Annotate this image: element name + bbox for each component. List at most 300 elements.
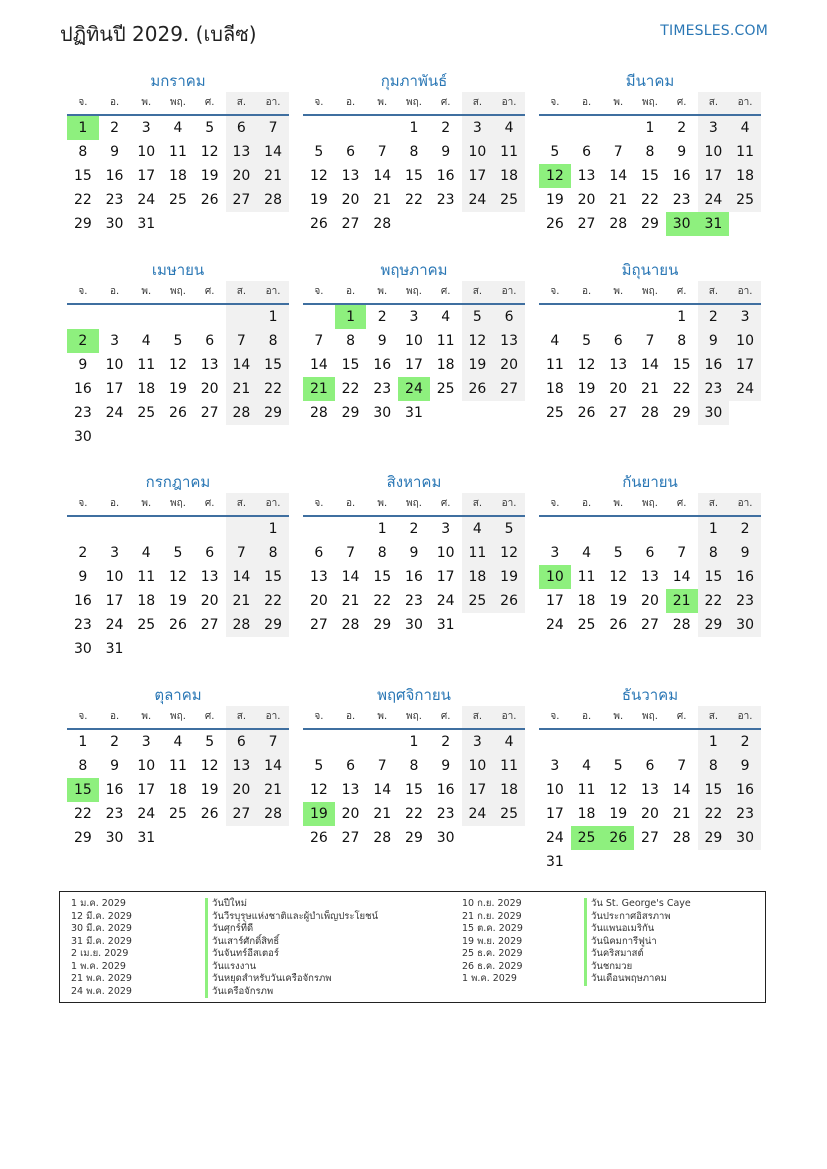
day-cell[interactable]: 23: [436, 806, 455, 822]
day-cell[interactable]: 28: [309, 405, 328, 421]
day-cell[interactable]: 6: [346, 144, 356, 160]
day-cell[interactable]: 11: [436, 333, 455, 349]
day-cell[interactable]: 22: [373, 593, 392, 609]
day-cell[interactable]: 31: [545, 854, 564, 870]
day-cell[interactable]: 19: [577, 381, 596, 397]
day-cell[interactable]: 28: [672, 617, 691, 633]
day-cell[interactable]: 26: [577, 405, 596, 421]
day-cell[interactable]: 27: [309, 617, 328, 633]
day-cell[interactable]: 10: [137, 144, 156, 160]
day-cell[interactable]: 10: [405, 333, 423, 349]
day-cell[interactable]: 21: [641, 381, 659, 397]
day-cell[interactable]: 9: [409, 545, 419, 561]
day-cell[interactable]: 27: [641, 617, 659, 633]
day-cell[interactable]: 8: [698, 754, 730, 778]
day-cell[interactable]: 31: [105, 641, 124, 657]
day-cell[interactable]: 3: [462, 116, 494, 140]
day-cell[interactable]: 1: [409, 120, 419, 136]
day-cell[interactable]: 16: [729, 565, 761, 589]
day-cell[interactable]: 28: [257, 188, 289, 212]
holiday-day-cell[interactable]: 26: [602, 826, 634, 850]
day-cell[interactable]: 3: [550, 545, 560, 561]
day-cell[interactable]: 4: [729, 116, 761, 140]
day-cell[interactable]: 28: [609, 216, 628, 232]
day-cell[interactable]: 4: [550, 333, 560, 349]
day-cell[interactable]: 16: [73, 381, 92, 397]
day-cell[interactable]: 25: [577, 617, 596, 633]
day-cell[interactable]: 11: [493, 754, 525, 778]
day-cell[interactable]: 2: [441, 734, 451, 750]
day-cell[interactable]: 21: [226, 589, 258, 613]
day-cell[interactable]: 10: [545, 782, 564, 798]
brand-link[interactable]: TIMESLES.COM: [660, 23, 768, 39]
day-cell[interactable]: 11: [137, 569, 156, 585]
day-cell[interactable]: 8: [377, 545, 387, 561]
holiday-day-cell[interactable]: 30: [666, 212, 698, 236]
day-cell[interactable]: 18: [169, 782, 187, 798]
day-cell[interactable]: 28: [226, 401, 258, 425]
day-cell[interactable]: 22: [257, 589, 289, 613]
day-cell[interactable]: 1: [698, 730, 730, 754]
day-cell[interactable]: 28: [257, 802, 289, 826]
day-cell[interactable]: 13: [309, 569, 328, 585]
day-cell[interactable]: 10: [462, 754, 494, 778]
day-cell[interactable]: 30: [436, 830, 455, 846]
day-cell[interactable]: 2: [729, 730, 761, 754]
day-cell[interactable]: 14: [309, 357, 328, 373]
day-cell[interactable]: 18: [577, 806, 596, 822]
day-cell[interactable]: 14: [257, 140, 289, 164]
day-cell[interactable]: 9: [78, 357, 88, 373]
day-cell[interactable]: 8: [257, 329, 289, 353]
day-cell[interactable]: 13: [609, 357, 628, 373]
day-cell[interactable]: 22: [698, 802, 730, 826]
day-cell[interactable]: 23: [729, 589, 761, 613]
day-cell[interactable]: 12: [200, 144, 219, 160]
day-cell[interactable]: 21: [226, 377, 258, 401]
day-cell[interactable]: 3: [729, 305, 761, 329]
day-cell[interactable]: 13: [200, 569, 219, 585]
day-cell[interactable]: 9: [729, 541, 761, 565]
day-cell[interactable]: 8: [78, 144, 88, 160]
day-cell[interactable]: 19: [200, 782, 219, 798]
day-cell[interactable]: 8: [698, 541, 730, 565]
day-cell[interactable]: 10: [105, 357, 124, 373]
day-cell[interactable]: 30: [405, 617, 423, 633]
day-cell[interactable]: 15: [257, 353, 289, 377]
day-cell[interactable]: 5: [205, 120, 215, 136]
day-cell[interactable]: 23: [73, 405, 92, 421]
day-cell[interactable]: 15: [373, 569, 392, 585]
day-cell[interactable]: 14: [609, 168, 628, 184]
day-cell[interactable]: 27: [200, 405, 219, 421]
day-cell[interactable]: 29: [373, 617, 392, 633]
day-cell[interactable]: 1: [377, 521, 387, 537]
day-cell[interactable]: 1: [78, 734, 88, 750]
day-cell[interactable]: 16: [405, 569, 423, 585]
day-cell[interactable]: 30: [105, 216, 124, 232]
day-cell[interactable]: 4: [493, 730, 525, 754]
day-cell[interactable]: 13: [641, 569, 659, 585]
day-cell[interactable]: 21: [609, 192, 628, 208]
day-cell[interactable]: 9: [110, 758, 120, 774]
day-cell[interactable]: 17: [137, 168, 156, 184]
day-cell[interactable]: 25: [169, 192, 187, 208]
day-cell[interactable]: 4: [493, 116, 525, 140]
day-cell[interactable]: 4: [173, 120, 183, 136]
day-cell[interactable]: 9: [441, 144, 451, 160]
day-cell[interactable]: 30: [73, 429, 92, 445]
day-cell[interactable]: 15: [641, 168, 659, 184]
day-cell[interactable]: 14: [373, 782, 392, 798]
day-cell[interactable]: 23: [73, 617, 92, 633]
day-cell[interactable]: 12: [462, 329, 494, 353]
day-cell[interactable]: 25: [493, 188, 525, 212]
day-cell[interactable]: 24: [545, 830, 564, 846]
day-cell[interactable]: 16: [698, 353, 730, 377]
day-cell[interactable]: 6: [226, 730, 258, 754]
day-cell[interactable]: 4: [582, 545, 592, 561]
day-cell[interactable]: 17: [405, 357, 423, 373]
day-cell[interactable]: 11: [137, 357, 156, 373]
day-cell[interactable]: 14: [672, 782, 691, 798]
holiday-day-cell[interactable]: 25: [571, 826, 603, 850]
day-cell[interactable]: 30: [73, 641, 92, 657]
day-cell[interactable]: 28: [226, 613, 258, 637]
day-cell[interactable]: 26: [609, 617, 628, 633]
day-cell[interactable]: 7: [346, 545, 356, 561]
day-cell[interactable]: 5: [462, 305, 494, 329]
day-cell[interactable]: 4: [173, 734, 183, 750]
day-cell[interactable]: 8: [78, 758, 88, 774]
day-cell[interactable]: 22: [698, 589, 730, 613]
day-cell[interactable]: 31: [436, 617, 455, 633]
day-cell[interactable]: 14: [341, 569, 360, 585]
day-cell[interactable]: 8: [409, 144, 419, 160]
day-cell[interactable]: 30: [105, 830, 124, 846]
day-cell[interactable]: 31: [137, 216, 156, 232]
day-cell[interactable]: 18: [493, 778, 525, 802]
day-cell[interactable]: 27: [641, 830, 659, 846]
day-cell[interactable]: 3: [409, 309, 419, 325]
day-cell[interactable]: 28: [641, 405, 659, 421]
day-cell[interactable]: 25: [462, 589, 494, 613]
day-cell[interactable]: 28: [672, 830, 691, 846]
day-cell[interactable]: 22: [73, 192, 92, 208]
day-cell[interactable]: 5: [613, 758, 623, 774]
day-cell[interactable]: 22: [641, 192, 659, 208]
day-cell[interactable]: 3: [141, 120, 151, 136]
day-cell[interactable]: 24: [137, 192, 156, 208]
day-cell[interactable]: 21: [373, 192, 392, 208]
day-cell[interactable]: 18: [545, 381, 564, 397]
day-cell[interactable]: 6: [226, 116, 258, 140]
day-cell[interactable]: 19: [462, 353, 494, 377]
holiday-day-cell[interactable]: 1: [67, 116, 99, 140]
day-cell[interactable]: 21: [672, 806, 691, 822]
day-cell[interactable]: 29: [405, 830, 423, 846]
day-cell[interactable]: 30: [729, 613, 761, 637]
day-cell[interactable]: 6: [205, 545, 215, 561]
day-cell[interactable]: 4: [441, 309, 451, 325]
holiday-day-cell[interactable]: 31: [698, 212, 730, 236]
day-cell[interactable]: 17: [462, 164, 494, 188]
day-cell[interactable]: 18: [436, 357, 455, 373]
day-cell[interactable]: 14: [226, 565, 258, 589]
day-cell[interactable]: 12: [577, 357, 596, 373]
day-cell[interactable]: 11: [169, 758, 187, 774]
holiday-day-cell[interactable]: 24: [398, 377, 430, 401]
day-cell[interactable]: 5: [205, 734, 215, 750]
day-cell[interactable]: 20: [309, 593, 328, 609]
day-cell[interactable]: 22: [73, 806, 92, 822]
day-cell[interactable]: 15: [257, 565, 289, 589]
day-cell[interactable]: 7: [677, 545, 687, 561]
day-cell[interactable]: 4: [141, 545, 151, 561]
day-cell[interactable]: 16: [73, 593, 92, 609]
day-cell[interactable]: 7: [377, 144, 387, 160]
day-cell[interactable]: 19: [309, 192, 328, 208]
day-cell[interactable]: 1: [698, 517, 730, 541]
day-cell[interactable]: 10: [436, 545, 455, 561]
day-cell[interactable]: 11: [545, 357, 564, 373]
day-cell[interactable]: 2: [110, 734, 120, 750]
day-cell[interactable]: 27: [226, 802, 258, 826]
day-cell[interactable]: 22: [405, 192, 423, 208]
holiday-day-cell[interactable]: 15: [67, 778, 99, 802]
day-cell[interactable]: 12: [169, 357, 187, 373]
day-cell[interactable]: 11: [169, 144, 187, 160]
day-cell[interactable]: 25: [137, 405, 156, 421]
holiday-day-cell[interactable]: 1: [335, 305, 367, 329]
day-cell[interactable]: 2: [377, 309, 387, 325]
day-cell[interactable]: 5: [173, 545, 183, 561]
day-cell[interactable]: 16: [436, 168, 455, 184]
day-cell[interactable]: 18: [137, 381, 156, 397]
day-cell[interactable]: 14: [373, 168, 392, 184]
day-cell[interactable]: 17: [436, 569, 455, 585]
day-cell[interactable]: 13: [577, 168, 596, 184]
day-cell[interactable]: 13: [341, 782, 360, 798]
holiday-day-cell[interactable]: 19: [303, 802, 335, 826]
day-cell[interactable]: 6: [645, 758, 655, 774]
day-cell[interactable]: 25: [545, 405, 564, 421]
day-cell[interactable]: 13: [226, 140, 258, 164]
day-cell[interactable]: 30: [729, 826, 761, 850]
day-cell[interactable]: 4: [582, 758, 592, 774]
day-cell[interactable]: 19: [169, 381, 187, 397]
day-cell[interactable]: 4: [462, 517, 494, 541]
day-cell[interactable]: 27: [226, 188, 258, 212]
day-cell[interactable]: 26: [169, 405, 187, 421]
day-cell[interactable]: 17: [462, 778, 494, 802]
day-cell[interactable]: 27: [341, 830, 360, 846]
day-cell[interactable]: 19: [493, 565, 525, 589]
day-cell[interactable]: 10: [137, 758, 156, 774]
day-cell[interactable]: 7: [226, 329, 258, 353]
day-cell[interactable]: 29: [257, 401, 289, 425]
day-cell[interactable]: 19: [545, 192, 564, 208]
day-cell[interactable]: 22: [341, 381, 360, 397]
day-cell[interactable]: 18: [169, 168, 187, 184]
day-cell[interactable]: 6: [582, 144, 592, 160]
day-cell[interactable]: 3: [441, 521, 451, 537]
day-cell[interactable]: 2: [441, 120, 451, 136]
holiday-day-cell[interactable]: 21: [303, 377, 335, 401]
day-cell[interactable]: 25: [493, 802, 525, 826]
day-cell[interactable]: 19: [169, 593, 187, 609]
day-cell[interactable]: 24: [436, 593, 455, 609]
day-cell[interactable]: 9: [110, 144, 120, 160]
day-cell[interactable]: 19: [200, 168, 219, 184]
day-cell[interactable]: 13: [641, 782, 659, 798]
day-cell[interactable]: 2: [698, 305, 730, 329]
day-cell[interactable]: 22: [257, 377, 289, 401]
day-cell[interactable]: 15: [698, 778, 730, 802]
day-cell[interactable]: 3: [110, 545, 120, 561]
day-cell[interactable]: 24: [545, 617, 564, 633]
holiday-day-cell[interactable]: 10: [539, 565, 571, 589]
day-cell[interactable]: 26: [309, 830, 328, 846]
day-cell[interactable]: 27: [341, 216, 360, 232]
day-cell[interactable]: 7: [257, 116, 289, 140]
day-cell[interactable]: 6: [493, 305, 525, 329]
day-cell[interactable]: 9: [441, 758, 451, 774]
day-cell[interactable]: 3: [462, 730, 494, 754]
day-cell[interactable]: 29: [341, 405, 360, 421]
day-cell[interactable]: 23: [105, 192, 124, 208]
day-cell[interactable]: 5: [173, 333, 183, 349]
day-cell[interactable]: 25: [729, 188, 761, 212]
day-cell[interactable]: 11: [577, 569, 596, 585]
day-cell[interactable]: 13: [341, 168, 360, 184]
day-cell[interactable]: 26: [493, 589, 525, 613]
day-cell[interactable]: 1: [257, 305, 289, 329]
day-cell[interactable]: 3: [110, 333, 120, 349]
day-cell[interactable]: 21: [257, 164, 289, 188]
day-cell[interactable]: 2: [677, 120, 687, 136]
day-cell[interactable]: 8: [257, 541, 289, 565]
day-cell[interactable]: 22: [405, 806, 423, 822]
day-cell[interactable]: 15: [405, 168, 423, 184]
day-cell[interactable]: 26: [545, 216, 564, 232]
day-cell[interactable]: 23: [105, 806, 124, 822]
day-cell[interactable]: 11: [462, 541, 494, 565]
day-cell[interactable]: 9: [729, 754, 761, 778]
day-cell[interactable]: 13: [200, 357, 219, 373]
day-cell[interactable]: 28: [341, 617, 360, 633]
day-cell[interactable]: 25: [436, 381, 455, 397]
day-cell[interactable]: 23: [405, 593, 423, 609]
day-cell[interactable]: 12: [309, 168, 328, 184]
day-cell[interactable]: 14: [641, 357, 659, 373]
day-cell[interactable]: 10: [105, 569, 124, 585]
day-cell[interactable]: 6: [205, 333, 215, 349]
day-cell[interactable]: 5: [613, 545, 623, 561]
day-cell[interactable]: 11: [577, 782, 596, 798]
day-cell[interactable]: 8: [409, 758, 419, 774]
day-cell[interactable]: 18: [577, 593, 596, 609]
day-cell[interactable]: 13: [226, 754, 258, 778]
day-cell[interactable]: 6: [346, 758, 356, 774]
day-cell[interactable]: 22: [672, 381, 691, 397]
day-cell[interactable]: 29: [641, 216, 659, 232]
day-cell[interactable]: 7: [314, 333, 324, 349]
day-cell[interactable]: 26: [169, 617, 187, 633]
day-cell[interactable]: 17: [545, 806, 564, 822]
day-cell[interactable]: 10: [729, 329, 761, 353]
day-cell[interactable]: 5: [582, 333, 592, 349]
day-cell[interactable]: 2: [110, 120, 120, 136]
day-cell[interactable]: 1: [409, 734, 419, 750]
day-cell[interactable]: 23: [373, 381, 392, 397]
day-cell[interactable]: 13: [493, 329, 525, 353]
day-cell[interactable]: 12: [493, 541, 525, 565]
day-cell[interactable]: 24: [105, 405, 124, 421]
day-cell[interactable]: 9: [377, 333, 387, 349]
day-cell[interactable]: 12: [609, 569, 628, 585]
holiday-day-cell[interactable]: 21: [666, 589, 698, 613]
day-cell[interactable]: 3: [698, 116, 730, 140]
day-cell[interactable]: 21: [257, 778, 289, 802]
day-cell[interactable]: 1: [257, 517, 289, 541]
day-cell[interactable]: 20: [641, 806, 659, 822]
day-cell[interactable]: 3: [550, 758, 560, 774]
day-cell[interactable]: 17: [729, 353, 761, 377]
day-cell[interactable]: 1: [677, 309, 687, 325]
day-cell[interactable]: 18: [462, 565, 494, 589]
day-cell[interactable]: 20: [226, 778, 258, 802]
day-cell[interactable]: 19: [609, 806, 628, 822]
day-cell[interactable]: 5: [493, 517, 525, 541]
day-cell[interactable]: 18: [137, 593, 156, 609]
day-cell[interactable]: 1: [645, 120, 655, 136]
day-cell[interactable]: 19: [609, 593, 628, 609]
day-cell[interactable]: 30: [698, 401, 730, 425]
day-cell[interactable]: 11: [729, 140, 761, 164]
day-cell[interactable]: 12: [609, 782, 628, 798]
day-cell[interactable]: 23: [698, 377, 730, 401]
day-cell[interactable]: 27: [200, 617, 219, 633]
day-cell[interactable]: 21: [341, 593, 360, 609]
day-cell[interactable]: 28: [373, 216, 392, 232]
day-cell[interactable]: 14: [257, 754, 289, 778]
day-cell[interactable]: 27: [577, 216, 596, 232]
day-cell[interactable]: 9: [78, 569, 88, 585]
day-cell[interactable]: 14: [672, 569, 691, 585]
day-cell[interactable]: 2: [78, 545, 88, 561]
day-cell[interactable]: 29: [698, 613, 730, 637]
day-cell[interactable]: 31: [137, 830, 156, 846]
day-cell[interactable]: 26: [462, 377, 494, 401]
day-cell[interactable]: 17: [698, 164, 730, 188]
day-cell[interactable]: 7: [677, 758, 687, 774]
day-cell[interactable]: 16: [729, 778, 761, 802]
day-cell[interactable]: 5: [314, 144, 324, 160]
day-cell[interactable]: 14: [226, 353, 258, 377]
day-cell[interactable]: 17: [105, 381, 124, 397]
day-cell[interactable]: 16: [672, 168, 691, 184]
day-cell[interactable]: 27: [493, 377, 525, 401]
day-cell[interactable]: 16: [105, 168, 124, 184]
day-cell[interactable]: 16: [373, 357, 392, 373]
day-cell[interactable]: 16: [436, 782, 455, 798]
day-cell[interactable]: 5: [550, 144, 560, 160]
day-cell[interactable]: 31: [405, 405, 423, 421]
day-cell[interactable]: 12: [200, 758, 219, 774]
day-cell[interactable]: 15: [341, 357, 360, 373]
day-cell[interactable]: 4: [141, 333, 151, 349]
